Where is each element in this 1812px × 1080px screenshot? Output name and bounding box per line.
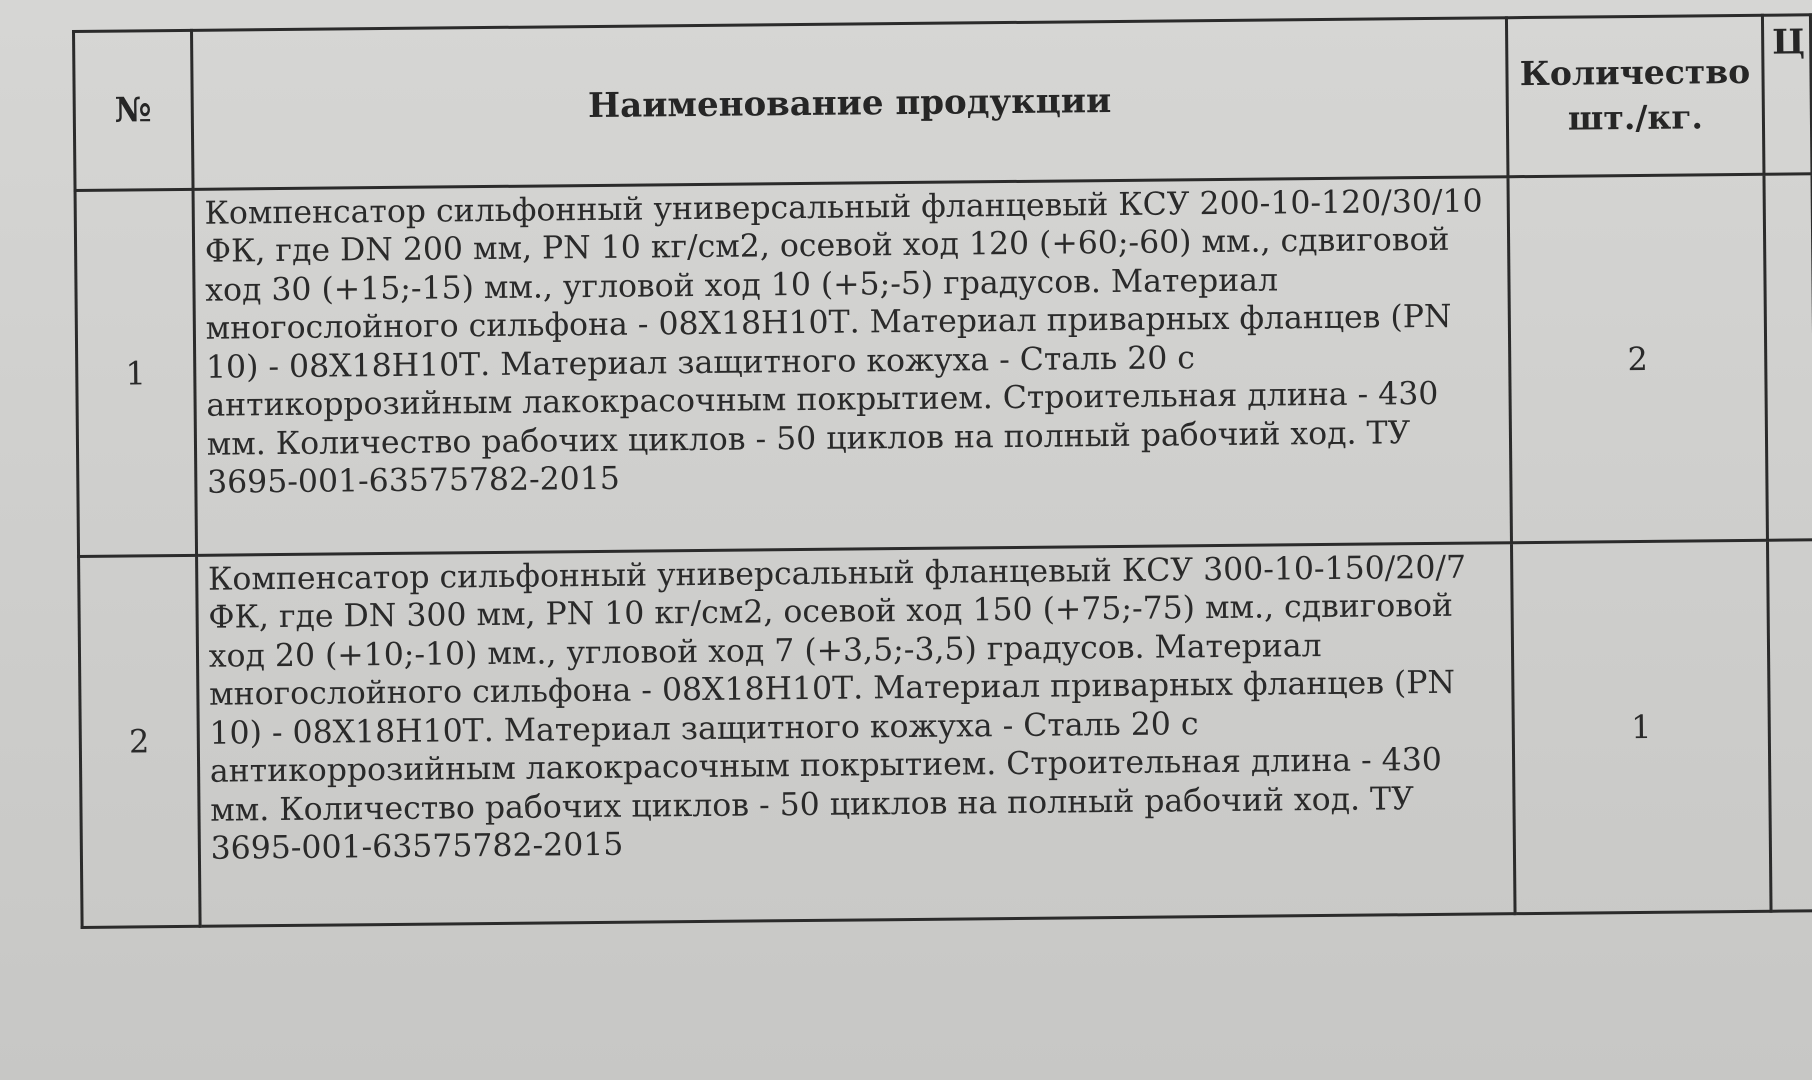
next-column-cell	[1764, 174, 1812, 540]
header-product-name: Наименование продукции	[191, 18, 1508, 190]
header-number: №	[74, 30, 193, 190]
table-row	[75, 174, 1812, 557]
product-quantity: 1	[1512, 540, 1771, 913]
header-next-column-partial: Ц	[1762, 15, 1812, 174]
next-column-cell	[1767, 540, 1812, 911]
product-table	[72, 13, 1812, 929]
table-row	[79, 540, 1812, 928]
product-quantity: 2	[1508, 174, 1767, 542]
product-description: Компенсатор сильфонный универсальный фланцевый КСУ 200-10-120/30/10 ФК, где DN 200 мм, PN 10 кг/см2, осевой ход 120 (+60;-60) мм., сдвиговой ход 30 (+15;-15) мм., угловой ход 10 (+5;-5) градусов. Материал многослойного сильфона - 08Х18Н10Т. Материал приварных фланцев (PN 10) - 08Х18Н10Т. Материал защитного кожуха - Сталь 20 с антикоррозийным лакокрасочным покрытием. Строительная длина - 430 мм. Количество рабочих циклов - 50 циклов на полный рабочий ход. ТУ 3695-001-63575782-2015	[193, 177, 1512, 556]
product-description: Компенсатор сильфонный универсальный фланцевый КСУ 300-10-150/20/7 ФК, где DN 300 мм, PN 10 кг/см2, осевой ход 150 (+75;-75) мм., сдвиговой ход 20 (+10;-10) мм., угловой ход 7 (+3,5;-3,5) градусов. Материал многослойного сильфона - 08Х18Н10Т. Материал приварных фланцев (PN 10) - 08Х18Н10Т. Материал защитного кожуха - Сталь 20 с антикоррозийным лакокрасочным покрытием. Строительная длина - 430 мм. Количество рабочих циклов - 50 циклов на полный рабочий ход. ТУ 3695-001-63575782-2015	[196, 543, 1515, 927]
document-page	[72, 13, 1812, 929]
header-quantity: Количество шт./кг.	[1507, 15, 1764, 176]
table-header-row	[74, 15, 1812, 191]
row-number: 2	[79, 555, 200, 927]
row-number: 1	[75, 189, 196, 556]
